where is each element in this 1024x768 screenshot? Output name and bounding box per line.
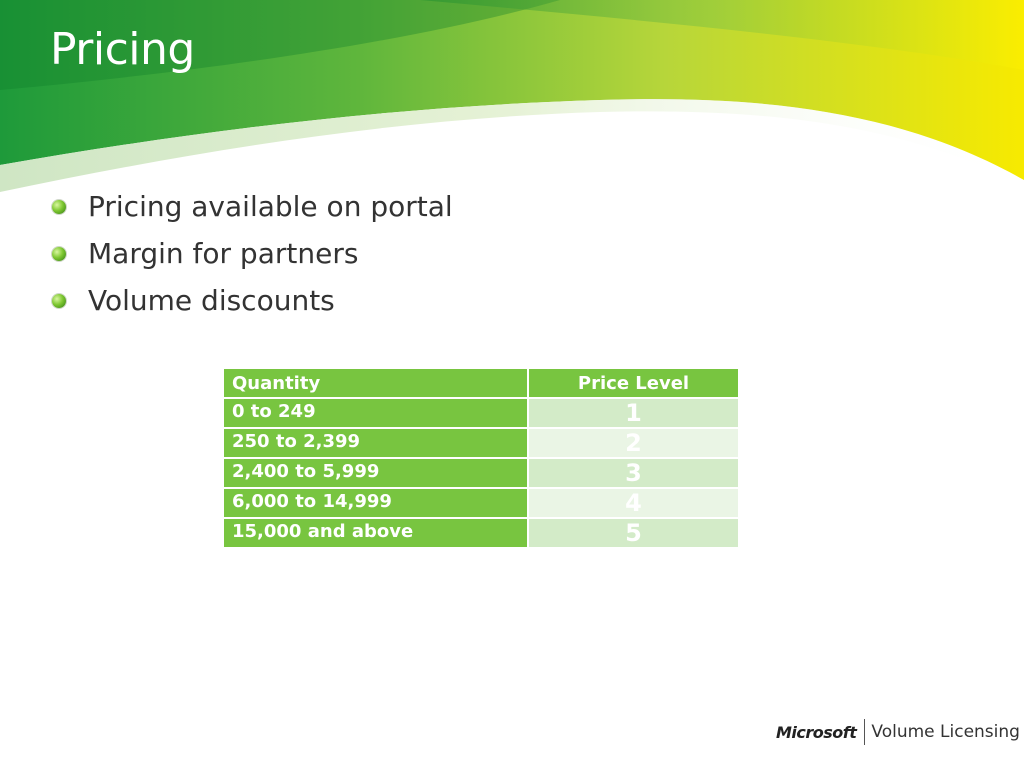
table-row bbox=[223, 518, 739, 548]
table-row bbox=[223, 458, 739, 488]
quantity-cell: 250 to 2,399 bbox=[223, 428, 528, 458]
quantity-cell: 2,400 to 5,999 bbox=[223, 458, 528, 488]
quantity-cell: 0 to 249 bbox=[223, 398, 528, 428]
bullet-icon bbox=[52, 200, 66, 214]
quantity-cell: 6,000 to 14,999 bbox=[223, 488, 528, 518]
table-row bbox=[223, 428, 739, 458]
bullet-text: Margin for partners bbox=[88, 237, 359, 270]
bullet-text: Pricing available on portal bbox=[88, 190, 453, 223]
bullet-list bbox=[52, 183, 453, 324]
bullet-item bbox=[52, 183, 453, 230]
header-price-level: Price Level bbox=[528, 368, 739, 398]
pricing-table bbox=[222, 367, 740, 549]
slide-title: Pricing bbox=[50, 24, 195, 75]
price-level-cell: 3 bbox=[528, 458, 739, 488]
quantity-cell: 15,000 and above bbox=[223, 518, 528, 548]
price-level-cell: 5 bbox=[528, 518, 739, 548]
bullet-item bbox=[52, 230, 453, 277]
volume-licensing-text: Volume Licensing bbox=[871, 722, 1020, 742]
bullet-item bbox=[52, 277, 453, 324]
table-header-row bbox=[223, 368, 739, 398]
bullet-icon bbox=[52, 294, 66, 308]
logo-divider bbox=[864, 719, 865, 745]
price-level-cell: 1 bbox=[528, 398, 739, 428]
table-row bbox=[223, 488, 739, 518]
price-level-cell: 2 bbox=[528, 428, 739, 458]
bullet-text: Volume discounts bbox=[88, 284, 335, 317]
microsoft-volume-licensing-logo bbox=[776, 718, 1020, 746]
microsoft-wordmark: Microsoft bbox=[776, 722, 857, 742]
price-level-cell: 4 bbox=[528, 488, 739, 518]
header-quantity: Quantity bbox=[223, 368, 528, 398]
table-row bbox=[223, 398, 739, 428]
bullet-icon bbox=[52, 247, 66, 261]
